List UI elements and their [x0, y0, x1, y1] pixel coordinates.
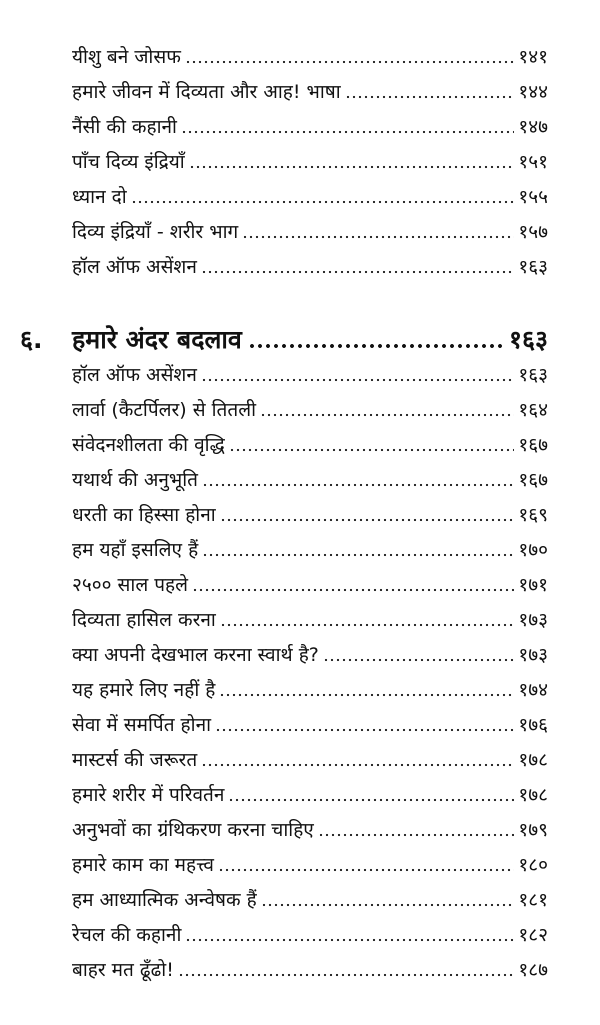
entry-page-number: १८२: [518, 924, 548, 946]
toc-entry[interactable]: [72, 498, 548, 532]
chapter-page-number: १६३: [508, 325, 548, 354]
entry-title: हमारे जीवन में दिव्यता और आह! भाषा: [72, 81, 341, 103]
entry-title: हॉल ऑफ असेंशन: [72, 256, 197, 278]
entry-title: २५०० साल पहले: [72, 574, 189, 596]
chapter-heading[interactable]: [20, 320, 548, 360]
toc-entry[interactable]: [72, 40, 548, 74]
entry-title: पाँच दिव्य इंद्रियाँ: [72, 151, 185, 173]
entry-title: दिव्यता हासिल करना: [72, 609, 216, 631]
dot-leader: [185, 937, 514, 943]
dot-leader: [242, 234, 514, 240]
dot-leader: [202, 482, 514, 488]
toc-entry[interactable]: [72, 533, 548, 567]
dot-leader: [178, 972, 515, 978]
entry-title: सेवा में समर्पित होना: [72, 714, 212, 736]
entry-title: क्या अपनी देखभाल करना स्वार्थ है?: [72, 644, 319, 666]
entry-page-number: १७८: [518, 784, 548, 806]
toc-entry[interactable]: [72, 813, 548, 847]
dot-leader: [201, 269, 514, 275]
dot-leader: [220, 622, 515, 628]
dot-leader: [201, 377, 514, 383]
toc-entry[interactable]: [72, 215, 548, 249]
dot-leader: [220, 517, 515, 523]
toc-entry[interactable]: [72, 603, 548, 637]
toc-entry[interactable]: [72, 110, 548, 144]
entry-title: नैंसी की कहानी: [72, 116, 177, 138]
entry-page-number: १६३: [518, 256, 548, 278]
toc-entry[interactable]: [72, 250, 548, 284]
entry-page-number: १८०: [518, 854, 548, 876]
toc-entry[interactable]: [72, 393, 548, 427]
toc-entry[interactable]: [72, 568, 548, 602]
entry-page-number: १७३: [518, 609, 548, 631]
dot-leader: [181, 129, 514, 135]
toc-entry[interactable]: [72, 638, 548, 672]
chapter-number: ६.: [20, 325, 43, 354]
entry-title: हमारे शरीर में परिवर्तन: [72, 784, 225, 806]
entry-page-number: १७९: [518, 819, 548, 841]
dot-leader: [192, 587, 514, 593]
entry-page-number: १४४: [518, 81, 548, 103]
chapter-title: हमारे अंदर बदलाव: [72, 325, 242, 354]
entry-title: यीशु बने जोसफ: [72, 46, 181, 68]
dot-leader: [215, 727, 514, 733]
entry-page-number: १५७: [518, 221, 548, 243]
entry-title: बाहर मत ढूँढो!: [72, 959, 174, 981]
entry-title: दिव्य इंद्रियाँ - शरीर भाग: [72, 221, 239, 243]
entry-page-number: १६४: [518, 399, 548, 421]
entry-page-number: १५१: [518, 151, 548, 173]
entry-title: रेचल की कहानी: [72, 924, 182, 946]
entry-page-number: १७६: [518, 714, 548, 736]
dot-leader: [260, 412, 514, 418]
entry-title: हम यहाँ इसलिए हैं: [72, 539, 199, 561]
entry-page-number: १६३: [518, 364, 548, 386]
entry-page-number: १४७: [518, 116, 548, 138]
toc-entry[interactable]: [72, 358, 548, 392]
dot-leader: [248, 342, 503, 350]
dot-leader: [323, 657, 514, 663]
entry-title: मास्टर्स की जरूरत: [72, 749, 198, 771]
entry-title: अनुभवों का ग्रंथिकरण करना चाहिए: [72, 819, 314, 841]
entry-page-number: १८७: [518, 959, 548, 981]
toc-entry[interactable]: [72, 778, 548, 812]
entry-page-number: १६७: [518, 469, 548, 491]
entry-page-number: १८१: [518, 889, 548, 911]
dot-leader: [345, 94, 515, 100]
toc-entry[interactable]: [72, 918, 548, 952]
entry-title: लार्वा (कैटर्पिलर) से तितली: [72, 399, 256, 421]
entry-page-number: १६७: [518, 434, 548, 456]
toc-entry[interactable]: [72, 428, 548, 462]
entry-title: यह हमारे लिए नहीं है: [72, 679, 216, 701]
entry-title: हमारे काम का महत्त्व: [72, 854, 214, 876]
entry-page-number: १४१: [518, 46, 548, 68]
dot-leader: [202, 552, 514, 558]
dot-leader: [229, 447, 515, 453]
dot-leader: [318, 832, 515, 838]
dot-leader: [261, 902, 515, 908]
toc-entry[interactable]: [72, 673, 548, 707]
toc-entry[interactable]: [72, 708, 548, 742]
dot-leader: [131, 199, 515, 205]
entry-title: धरती का हिस्सा होना: [72, 504, 216, 526]
toc-entry[interactable]: [72, 463, 548, 497]
toc-entry[interactable]: [72, 883, 548, 917]
dot-leader: [219, 692, 514, 698]
toc-entry[interactable]: [72, 848, 548, 882]
dot-leader: [218, 867, 514, 873]
dot-leader: [201, 762, 514, 768]
entry-page-number: १७१: [518, 574, 548, 596]
toc-entry[interactable]: [72, 743, 548, 777]
entry-page-number: १७०: [518, 539, 548, 561]
toc-entry[interactable]: [72, 180, 548, 214]
entry-title: यथार्थ की अनुभूति: [72, 469, 198, 491]
entry-page-number: १६९: [518, 504, 548, 526]
entry-page-number: १७४: [518, 679, 548, 701]
entry-title: संवेदनशीलता की वृद्धि: [72, 434, 225, 456]
dot-leader: [228, 797, 514, 803]
entry-title: हम आध्यात्मिक अन्वेषक हैं: [72, 889, 257, 911]
toc-entry[interactable]: [72, 145, 548, 179]
toc-entry[interactable]: [72, 75, 548, 109]
entry-title: हॉल ऑफ असेंशन: [72, 364, 197, 386]
entry-page-number: १७८: [518, 749, 548, 771]
toc-entry[interactable]: [72, 953, 548, 987]
entry-title: ध्यान दो: [72, 186, 127, 208]
dot-leader: [185, 59, 515, 65]
entry-page-number: १५५: [518, 186, 548, 208]
dot-leader: [189, 164, 515, 170]
entry-page-number: १७३: [518, 644, 548, 666]
